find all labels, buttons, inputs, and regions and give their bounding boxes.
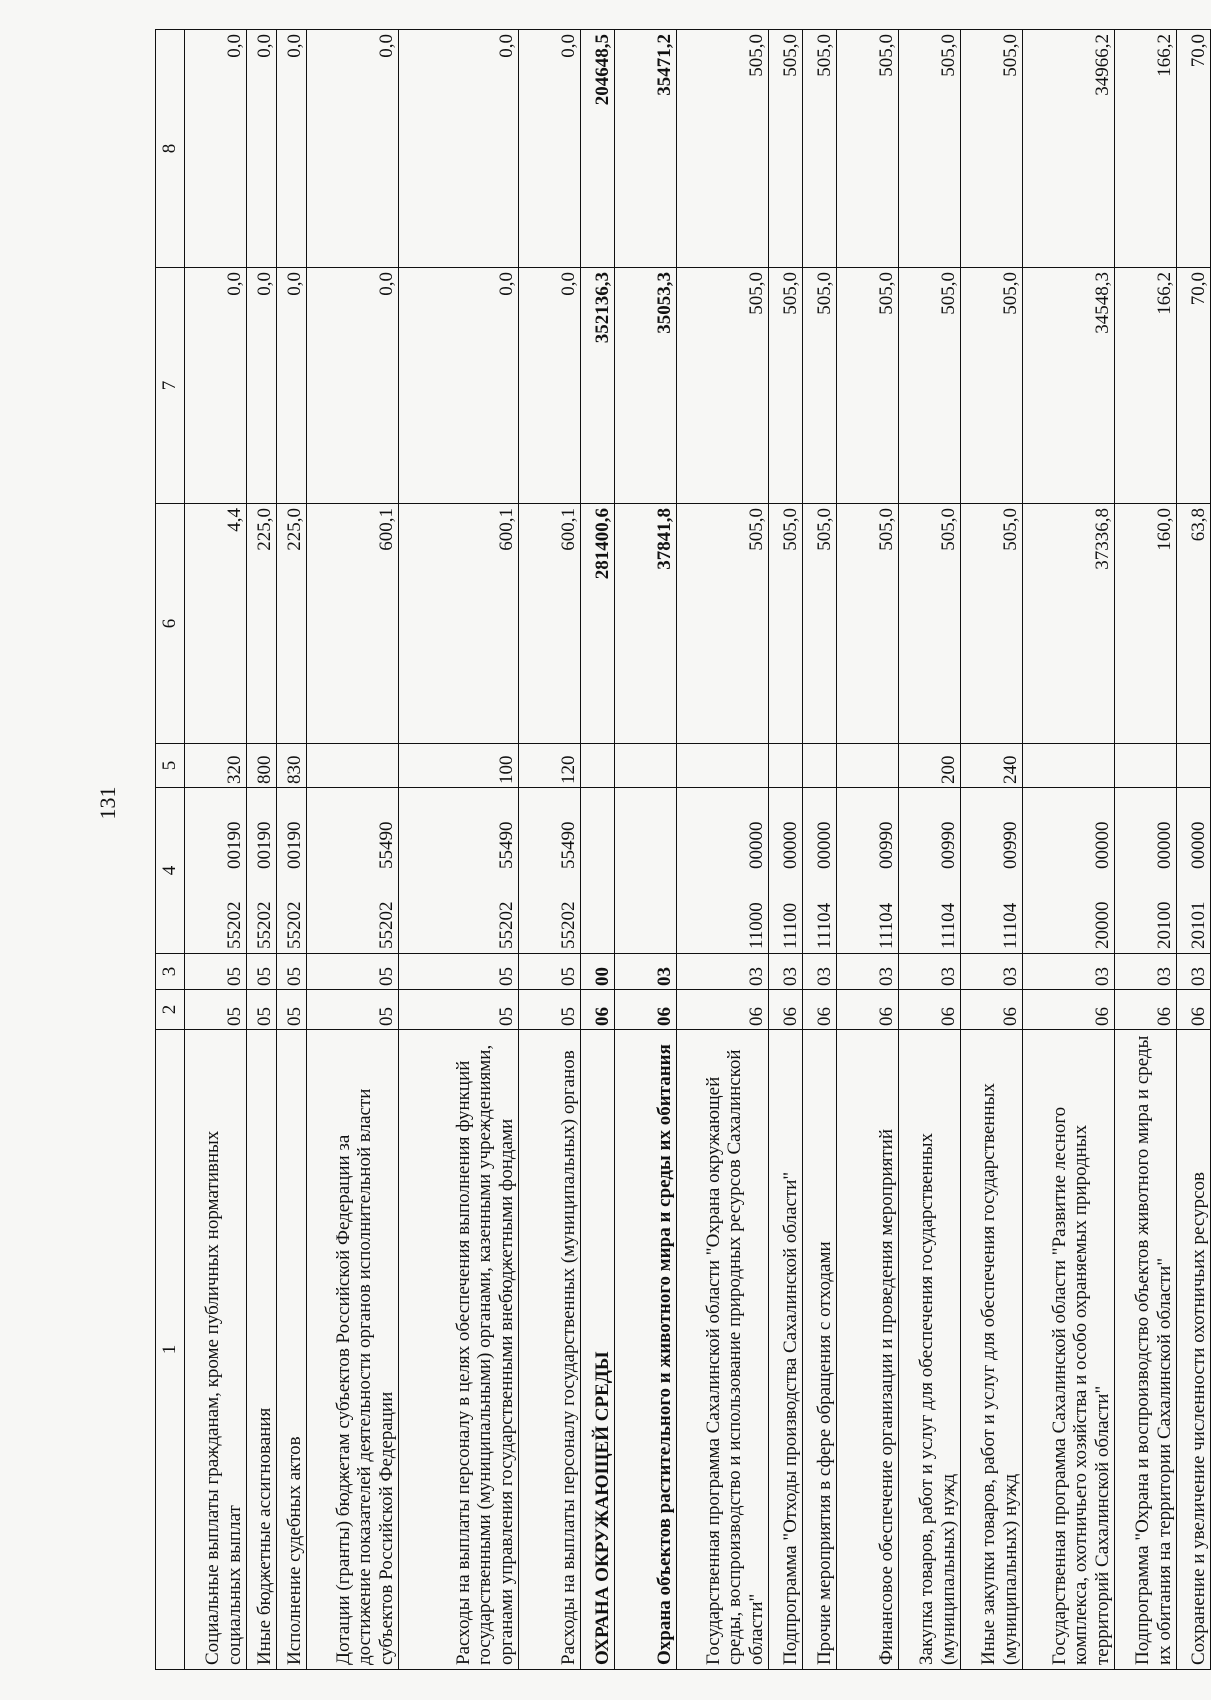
row-target-article <box>277 788 307 954</box>
row-name: Расходы на выплаты персоналу в целях обеспечения выполнения функций государственными (муниципальными) органами, казенными учреждениями, органами управления государственными внебюджетными фондами <box>399 1030 519 1670</box>
row-expense-type: 120 <box>519 744 581 788</box>
row-amount-col6: 505,0 <box>837 504 899 744</box>
row-program-code: 11000 <box>745 902 767 949</box>
row-amount-col6: 600,1 <box>399 504 519 744</box>
row-program-code: 55202 <box>557 901 579 949</box>
row-section-code: 05 <box>247 990 277 1030</box>
row-program-code: 11104 <box>813 902 835 949</box>
row-amount-col6: 225,0 <box>277 504 307 744</box>
row-target-article <box>185 788 247 954</box>
row-subsection-code: 05 <box>247 954 277 990</box>
row-subsection-code: 03 <box>1023 954 1115 990</box>
row-amount-col7: 505,0 <box>837 268 899 504</box>
row-target-article <box>899 788 961 954</box>
row-amount-col6: 505,0 <box>961 504 1023 744</box>
row-section-code: 06 <box>837 990 899 1030</box>
row-name: Расходы на выплаты персоналу государственных (муниципальных) органов <box>519 1030 581 1670</box>
row-target-article <box>1177 788 1211 954</box>
row-subsection-code: 03 <box>677 954 769 990</box>
row-subsection-code: 03 <box>615 954 677 990</box>
row-name: Социальные выплаты гражданам, кроме публичных нормативных социальных выплат <box>185 1030 247 1670</box>
row-amount-col6: 505,0 <box>803 504 837 744</box>
header-row <box>156 30 185 1670</box>
row-name: Иные закупки товаров, работ и услуг для обеспечения государственных (муниципальных) нужд <box>961 1030 1023 1670</box>
row-amount-col7: 70,0 <box>1177 268 1211 504</box>
row-expense-type: 240 <box>961 744 1023 788</box>
row-amount-col8: 505,0 <box>837 30 899 268</box>
row-name: Подпрограмма "Охрана и воспроизводство объектов животного мира и среды их обитания на территории Сахалинской области" <box>1115 1030 1177 1670</box>
row-section-code: 05 <box>277 990 307 1030</box>
header-col-4: 4 <box>156 788 185 954</box>
row-target-article <box>519 788 581 954</box>
row-expense-type <box>615 744 677 788</box>
row-amount-col8: 70,0 <box>1177 30 1211 268</box>
row-expense-type <box>1177 744 1211 788</box>
table-row <box>307 30 399 1670</box>
row-expense-type: 800 <box>247 744 277 788</box>
header-col-2: 2 <box>156 990 185 1030</box>
row-name: Охрана объектов растительного и животного мира и среды их обитания <box>615 1030 677 1670</box>
row-name: ОХРАНА ОКРУЖАЮЩЕЙ СРЕДЫ <box>581 1030 615 1670</box>
row-expense-type <box>803 744 837 788</box>
table-row <box>1115 30 1177 1670</box>
header-col-1: 1 <box>156 1030 185 1670</box>
table-body <box>185 30 1211 1670</box>
row-section-code: 05 <box>185 990 247 1030</box>
row-expense-type <box>1115 744 1177 788</box>
table-row <box>247 30 277 1670</box>
row-target-article <box>581 788 615 954</box>
row-amount-col7: 166,2 <box>1115 268 1177 504</box>
row-name: Государственная программа Сахалинской области "Развитие лесного комплекса, охотничьего хозяйства и особо охраняемых природных территорий Сахалинской области" <box>1023 1030 1115 1670</box>
row-section-code: 06 <box>615 990 677 1030</box>
row-amount-col7: 505,0 <box>803 268 837 504</box>
row-amount-col6: 505,0 <box>677 504 769 744</box>
row-amount-col6: 160,0 <box>1115 504 1177 744</box>
row-amount-col7: 505,0 <box>769 268 803 504</box>
table-row <box>899 30 961 1670</box>
row-amount-col8: 35471,2 <box>615 30 677 268</box>
row-direction-code: 00190 <box>253 821 275 869</box>
row-target-article <box>1115 788 1177 954</box>
row-program-code: 55202 <box>223 901 245 949</box>
row-amount-col6: 600,1 <box>519 504 581 744</box>
row-expense-type: 100 <box>399 744 519 788</box>
row-target-article <box>247 788 277 954</box>
row-amount-col6: 281400,6 <box>581 504 615 744</box>
table-row <box>581 30 615 1670</box>
row-subsection-code: 00 <box>581 954 615 990</box>
row-subsection-code: 05 <box>399 954 519 990</box>
budget-table-sheet <box>155 30 1209 1670</box>
row-name: Государственная программа Сахалинской области "Охрана окружающей среды, воспроизводство и использование природных ресурсов Сахалинской области" <box>677 1030 769 1670</box>
row-direction-code: 00000 <box>745 821 767 869</box>
row-subsection-code: 03 <box>803 954 837 990</box>
row-amount-col7: 34548,3 <box>1023 268 1115 504</box>
row-program-code: 20100 <box>1153 901 1175 949</box>
row-amount-col6: 4,4 <box>185 504 247 744</box>
table-row <box>1177 30 1211 1670</box>
row-program-code: 55202 <box>283 901 305 949</box>
row-expense-type <box>677 744 769 788</box>
row-section-code: 05 <box>519 990 581 1030</box>
row-subsection-code: 03 <box>1177 954 1211 990</box>
row-expense-type <box>837 744 899 788</box>
row-name: Закупка товаров, работ и услуг для обеспечения государственных (муниципальных) нужд <box>899 1030 961 1670</box>
row-direction-code: 00000 <box>1091 821 1113 869</box>
header-col-8: 8 <box>156 30 185 268</box>
row-direction-code: 00990 <box>999 821 1021 869</box>
row-expense-type <box>581 744 615 788</box>
row-target-article <box>837 788 899 954</box>
row-target-article <box>677 788 769 954</box>
row-direction-code: 55490 <box>557 821 579 869</box>
row-section-code: 06 <box>961 990 1023 1030</box>
table-row <box>769 30 803 1670</box>
row-program-code: 11104 <box>937 902 959 949</box>
row-program-code: 11104 <box>875 902 897 949</box>
row-amount-col8: 34966,2 <box>1023 30 1115 268</box>
row-amount-col7: 505,0 <box>961 268 1023 504</box>
row-amount-col8: 0,0 <box>185 30 247 268</box>
row-amount-col6: 600,1 <box>307 504 399 744</box>
row-section-code: 05 <box>399 990 519 1030</box>
table-row <box>519 30 581 1670</box>
table-row <box>1023 30 1115 1670</box>
row-amount-col7: 505,0 <box>899 268 961 504</box>
row-subsection-code: 03 <box>837 954 899 990</box>
row-amount-col6: 37336,8 <box>1023 504 1115 744</box>
row-direction-code: 00990 <box>875 821 897 869</box>
row-direction-code: 00190 <box>223 821 245 869</box>
row-amount-col8: 505,0 <box>961 30 1023 268</box>
row-direction-code: 00000 <box>779 821 801 869</box>
row-amount-col8: 0,0 <box>399 30 519 268</box>
row-amount-col8: 0,0 <box>277 30 307 268</box>
row-target-article <box>803 788 837 954</box>
header-col-3: 3 <box>156 954 185 990</box>
row-amount-col7: 0,0 <box>519 268 581 504</box>
row-subsection-code: 03 <box>961 954 1023 990</box>
row-direction-code: 00990 <box>937 821 959 869</box>
row-amount-col6: 505,0 <box>899 504 961 744</box>
row-section-code: 06 <box>1177 990 1211 1030</box>
row-section-code: 06 <box>581 990 615 1030</box>
row-direction-code: 00000 <box>813 821 835 869</box>
row-section-code: 05 <box>307 990 399 1030</box>
row-direction-code: 00000 <box>1153 821 1175 869</box>
row-amount-col8: 0,0 <box>307 30 399 268</box>
row-name: Дотации (гранты) бюджетам субъектов Российской Федерации за достижение показателей деятельности органов исполнительной власти субъектов Российской Федерации <box>307 1030 399 1670</box>
table-row <box>677 30 769 1670</box>
row-program-code: 55202 <box>253 901 275 949</box>
row-subsection-code: 03 <box>769 954 803 990</box>
row-section-code: 06 <box>803 990 837 1030</box>
row-amount-col8: 505,0 <box>769 30 803 268</box>
table-row <box>961 30 1023 1670</box>
row-amount-col7: 0,0 <box>247 268 277 504</box>
row-name: Сохранение и увеличение численности охотничьих ресурсов <box>1177 1030 1211 1670</box>
row-name: Прочие мероприятия в сфере обращения с отходами <box>803 1030 837 1670</box>
row-name: Иные бюджетные ассигнования <box>247 1030 277 1670</box>
table-row <box>277 30 307 1670</box>
row-expense-type: 830 <box>277 744 307 788</box>
row-amount-col8: 0,0 <box>519 30 581 268</box>
row-subsection-code: 03 <box>899 954 961 990</box>
row-amount-col6: 225,0 <box>247 504 277 744</box>
row-program-code: 20000 <box>1091 901 1113 949</box>
row-subsection-code: 05 <box>307 954 399 990</box>
row-program-code: 11100 <box>779 902 801 949</box>
row-amount-col6: 37841,8 <box>615 504 677 744</box>
budget-table <box>155 29 1211 1670</box>
row-amount-col7: 35053,3 <box>615 268 677 504</box>
row-amount-col6: 63,8 <box>1177 504 1211 744</box>
row-program-code: 55202 <box>495 901 517 949</box>
row-expense-type <box>307 744 399 788</box>
row-amount-col8: 505,0 <box>803 30 837 268</box>
row-subsection-code: 05 <box>277 954 307 990</box>
table-row <box>399 30 519 1670</box>
row-program-code: 11104 <box>999 902 1021 949</box>
page-number: 131 <box>95 786 120 820</box>
row-expense-type: 320 <box>185 744 247 788</box>
row-amount-col6: 505,0 <box>769 504 803 744</box>
row-program-code: 55202 <box>375 901 397 949</box>
table-row <box>185 30 247 1670</box>
row-name: Финансовое обеспечение организации и проведения мероприятий <box>837 1030 899 1670</box>
row-subsection-code: 05 <box>185 954 247 990</box>
row-expense-type <box>1023 744 1115 788</box>
table-row <box>837 30 899 1670</box>
row-section-code: 06 <box>1115 990 1177 1030</box>
row-amount-col8: 204648,5 <box>581 30 615 268</box>
row-program-code: 20101 <box>1187 901 1209 949</box>
row-section-code: 06 <box>769 990 803 1030</box>
table-row <box>803 30 837 1670</box>
row-amount-col7: 352136,3 <box>581 268 615 504</box>
row-amount-col8: 505,0 <box>677 30 769 268</box>
row-target-article <box>961 788 1023 954</box>
row-amount-col7: 0,0 <box>307 268 399 504</box>
row-section-code: 06 <box>1023 990 1115 1030</box>
row-direction-code: 55490 <box>375 821 397 869</box>
row-amount-col7: 0,0 <box>399 268 519 504</box>
row-expense-type: 200 <box>899 744 961 788</box>
header-col-7: 7 <box>156 268 185 504</box>
row-target-article <box>307 788 399 954</box>
row-amount-col7: 0,0 <box>185 268 247 504</box>
row-target-article <box>1023 788 1115 954</box>
row-target-article <box>399 788 519 954</box>
row-expense-type <box>769 744 803 788</box>
row-target-article <box>615 788 677 954</box>
row-name: Исполнение судебных актов <box>277 1030 307 1670</box>
row-amount-col7: 0,0 <box>277 268 307 504</box>
row-amount-col8: 0,0 <box>247 30 277 268</box>
row-subsection-code: 05 <box>519 954 581 990</box>
row-amount-col7: 505,0 <box>677 268 769 504</box>
row-amount-col8: 166,2 <box>1115 30 1177 268</box>
table-row <box>615 30 677 1670</box>
row-subsection-code: 03 <box>1115 954 1177 990</box>
row-direction-code: 00000 <box>1187 821 1209 869</box>
row-section-code: 06 <box>677 990 769 1030</box>
row-direction-code: 00190 <box>283 821 305 869</box>
row-section-code: 06 <box>899 990 961 1030</box>
row-name: Подпрограмма "Отходы производства Сахалинской области" <box>769 1030 803 1670</box>
row-amount-col8: 505,0 <box>899 30 961 268</box>
row-target-article <box>769 788 803 954</box>
header-col-6: 6 <box>156 504 185 744</box>
header-col-5: 5 <box>156 744 185 788</box>
row-direction-code: 55490 <box>495 821 517 869</box>
